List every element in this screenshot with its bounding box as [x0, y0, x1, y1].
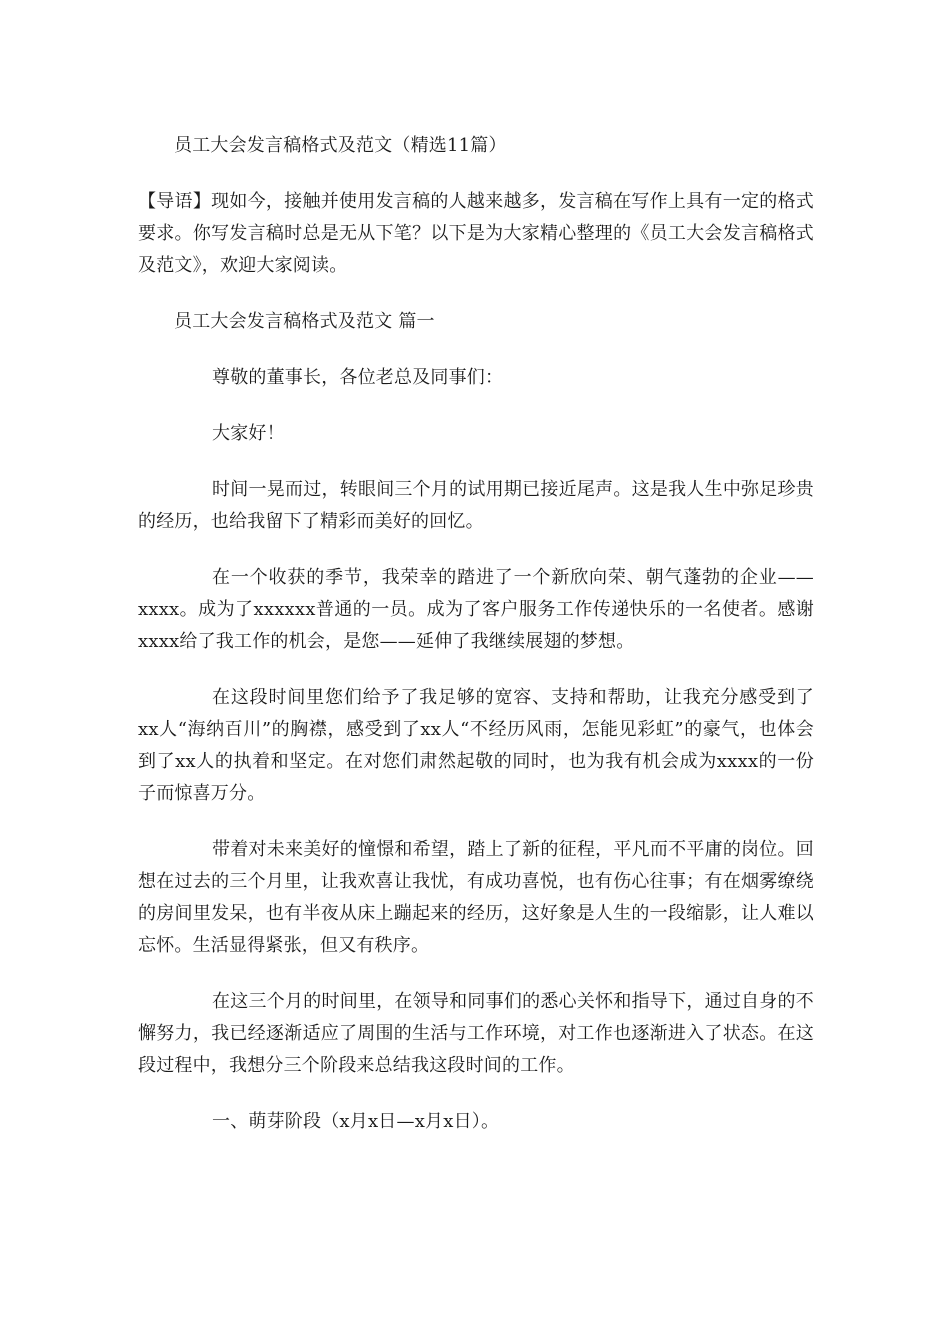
greeting: 大家好！	[212, 423, 285, 444]
stage-heading: 一、萌芽阶段（x月x日—x月x日）。	[212, 1111, 500, 1132]
document-body	[138, 130, 814, 1162]
body-paragraph: 在这段时间里您们给予了我足够的宽容、支持和帮助，让我充分感受到了xx人“海纳百川”的胸襟，感受到了xx人“不经历风雨，怎能见彩虹”的豪气，也体会到了xx人的执着和坚定。在对您们肃然起敬的同时，也为我有机会成为xxxx的一份子而惊喜万分。	[138, 687, 814, 804]
body-paragraph: 时间一晃而过，转眼间三个月的试用期已接近尾声。这是我人生中弥足珍贵的经历，也给我留下了精彩而美好的回忆。	[138, 479, 814, 532]
section-title: 员工大会发言稿格式及范文 篇一	[174, 311, 435, 332]
document-title: 员工大会发言稿格式及范文（精选11篇）	[174, 135, 507, 156]
body-paragraph: 在一个收获的季节，我荣幸的踏进了一个新欣向荣、朝气蓬勃的企业——xxxx。成为了xxxxxx普通的一员。成为了客户服务工作传递快乐的一名使者。感谢xxxx给了我工作的机会，是您——延伸了我继续展翅的梦想。	[138, 567, 814, 652]
salutation: 尊敬的董事长，各位老总及同事们：	[212, 367, 504, 388]
intro-paragraph: 【导语】现如今，接触并使用发言稿的人越来越多，发言稿在写作上具有一定的格式要求。你写发言稿时总是无从下笔？以下是为大家精心整理的《员工大会发言稿格式及范文》，欢迎大家阅读。	[138, 191, 814, 276]
body-paragraph: 带着对未来美好的憧憬和希望，踏上了新的征程，平凡而不平庸的岗位。回想在过去的三个月里，让我欢喜让我忧，有成功喜悦，也有伤心往事；有在烟雾缭绕的房间里发呆，也有半夜从床上蹦起来的经历，这好象是人生的一段缩影，让人难以忘怀。生活显得紧张，但又有秩序。	[138, 839, 814, 956]
body-paragraph: 在这三个月的时间里，在领导和同事们的悉心关怀和指导下，通过自身的不懈努力，我已经逐渐适应了周围的生活与工作环境，对工作也逐渐进入了状态。在这段过程中，我想分三个阶段来总结我这段时间的工作。	[138, 991, 814, 1076]
